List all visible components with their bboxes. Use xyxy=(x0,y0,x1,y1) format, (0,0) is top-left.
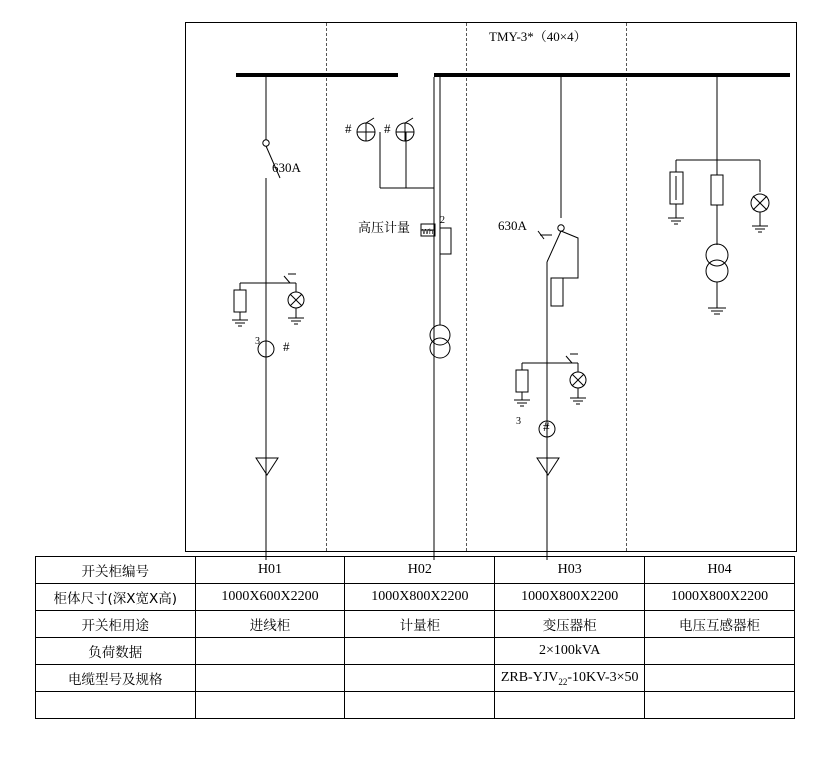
table-body xyxy=(36,557,795,719)
cell-h02: 1000X800X2200 xyxy=(345,584,495,611)
pt-mark-left-label: # xyxy=(345,121,352,136)
cell-h01 xyxy=(195,665,345,692)
pt-mark-right-label: # xyxy=(384,121,391,136)
cell-h04: H04 xyxy=(645,557,795,584)
cell-h03: H03 xyxy=(495,557,645,584)
cell-h03: 变压器柜 xyxy=(495,611,645,638)
hv-metering-label: 高压计量 xyxy=(358,221,411,236)
row-header: 柜体尺寸(深X宽X高) xyxy=(36,584,196,611)
row-header: 电缆型号及规格 xyxy=(36,665,196,692)
cell-h02 xyxy=(345,665,495,692)
table-row xyxy=(36,557,795,584)
row-header xyxy=(36,692,196,719)
ct-count-h01-label: 3 xyxy=(255,336,260,347)
cell-h01: 1000X600X2200 xyxy=(195,584,345,611)
kwh-meter-count-label: 2 xyxy=(440,215,445,226)
ct-count-h03-label: 3 xyxy=(516,416,521,427)
cell-h04 xyxy=(645,665,795,692)
cell-h03 xyxy=(495,665,645,692)
cell-h01: 进线柜 xyxy=(195,611,345,638)
table-row xyxy=(36,584,795,611)
column-divider-3 xyxy=(626,23,627,551)
single-line-diagram-frame xyxy=(185,22,797,552)
cell-h03: 1000X800X2200 xyxy=(495,584,645,611)
column-divider-2 xyxy=(466,23,467,551)
cell-h04: 电压互感器柜 xyxy=(645,611,795,638)
busbar-spec-label: TMY-3*（40×4） xyxy=(489,29,587,44)
ct-mark-h03-label: # xyxy=(543,419,550,434)
row-header: 开关柜编号 xyxy=(36,557,196,584)
cubicle-schedule-table xyxy=(35,556,795,719)
cell-h03: 2×100kVA xyxy=(495,638,645,665)
row-header: 负荷数据 xyxy=(36,638,196,665)
cable-spec-text: ZRB-$YJV_{22}-10KV-3\times 50$ xyxy=(500,669,639,687)
table-row xyxy=(36,665,795,692)
table-row xyxy=(36,611,795,638)
transformer-breaker-rating-label: 630A xyxy=(498,218,527,233)
incoming-breaker-rating-label: 630A xyxy=(272,160,301,175)
cell-h02: H02 xyxy=(345,557,495,584)
ct-mark-h01-label: # xyxy=(283,339,290,354)
cell-h04 xyxy=(645,638,795,665)
cell-h04 xyxy=(645,692,795,719)
table-row xyxy=(36,638,795,665)
column-divider-1 xyxy=(326,23,327,551)
cell-h01 xyxy=(195,638,345,665)
cell-h02: 计量柜 xyxy=(345,611,495,638)
table-row xyxy=(36,692,795,719)
cell-h02 xyxy=(345,692,495,719)
cell-h04: 1000X800X2200 xyxy=(645,584,795,611)
row-header: 开关柜用途 xyxy=(36,611,196,638)
cell-h03 xyxy=(495,692,645,719)
cell-h01: H01 xyxy=(195,557,345,584)
cell-h02 xyxy=(345,638,495,665)
wh-meter-text: Wh xyxy=(422,228,434,236)
cell-h01 xyxy=(195,692,345,719)
